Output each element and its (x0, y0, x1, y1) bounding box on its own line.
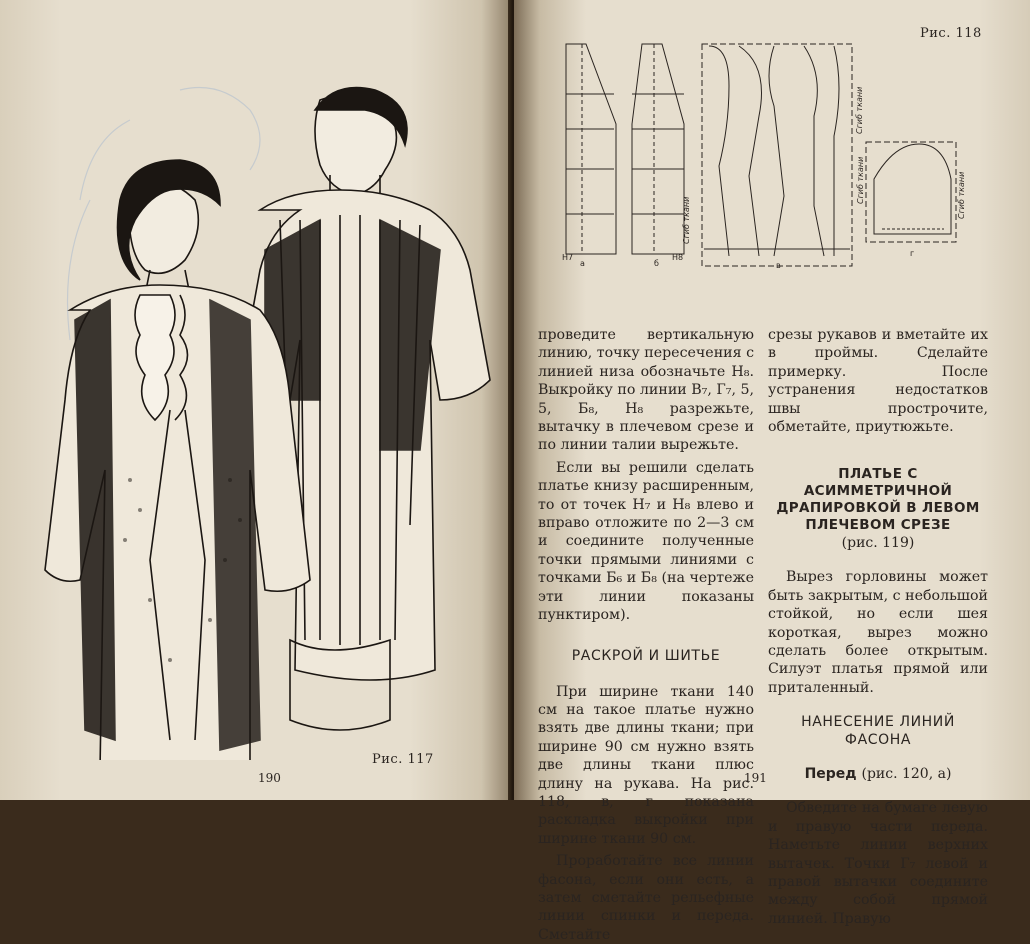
subheading-bold: Перед (804, 766, 857, 783)
paragraph: При ширине ткани 140 см на такое платье нужно взять две длины ткани; при ширине 90 см нужно взять две длины ткани плюс длину на рукава. На рис. 118, в, г показана раскладка выкройки при ширине ткани 90 см. (538, 683, 754, 847)
label-g: г (910, 249, 915, 258)
label-v: в (776, 261, 781, 270)
section-heading: НАНЕСЕНИЕ ЛИНИЙ ФАСОНА (801, 714, 955, 749)
fashion-illustration (30, 80, 500, 760)
paragraph: Обведите на бумаге левую и правую части переда. Наметьте линии верхних вытачек. Точки Г₇ левой и правой вытачки соедините между собой прямой линией. Правую (768, 800, 988, 927)
section-heading: РАСКРОЙ И ШИТЬЕ (571, 647, 721, 664)
subheading-ref: (рис. 120, а) (861, 766, 952, 783)
text-column-1 (538, 326, 754, 944)
figure-117-caption: Рис. 117 (372, 752, 434, 767)
pattern-diagram (554, 34, 974, 270)
page-number-right: 191 (744, 771, 767, 785)
label-a: а (580, 259, 585, 268)
paragraph: Проработайте все линии фасона, если они есть, а затем сметайте рельефные линии спинки и переда. Сметайте (538, 853, 754, 943)
article-title: ПЛАТЬЕ С АСИММЕТРИЧНОЙ ДРАПИРОВКОЙ В ЛЕВОМ ПЛЕЧЕВОМ СРЕЗЕ (776, 466, 980, 534)
right-page (514, 0, 1030, 943)
subheading (768, 765, 988, 783)
fold-label-3: Сгиб ткани (957, 171, 966, 219)
label-H7: Н7 (562, 253, 574, 262)
paragraph: проведите вертикальную линию, точку пересечения с линией низа обозначьте Н₈. Выкройку по линии В₇, Г₇, 5, 5, Б₈, Н₈ разрежьте, вытачку в плечевом срезе и по линии талии вырежьте. (538, 327, 755, 454)
fold-label-1: Сгиб ткани (682, 196, 691, 244)
text-column-2 (768, 326, 988, 928)
paragraph: Если вы решили сделать платье книзу расширенным, то от точек Н₇ и Н₈ влево и вправо отложите по 2—3 см и соедините полученные точки прямыми линиями с точками Б₆ и Б₈ (на чертеже эти линии показаны пунктиром). (538, 459, 754, 624)
label-b: б (654, 259, 659, 268)
paragraph: Вырез горловины может быть закрытым, с небольшой стойкой, но если шея короткая, вырез можно сделать более открытым. Силуэт платья прямой или приталенный. (768, 569, 988, 696)
left-page (0, 0, 512, 800)
label-H8: Н8 (672, 253, 684, 262)
figure-118-caption: Рис. 118 (920, 26, 982, 41)
paragraph: срезы рукавов и вметайте их в проймы. Сделайте примерку. После устранения недостатков швы прострочите, обметайте, приутюжьте. (768, 327, 988, 436)
article-title-ref: (рис. 119) (841, 535, 915, 552)
page-number-left: 190 (258, 771, 281, 785)
fold-label-4: Сгиб ткани (856, 156, 865, 204)
fold-label-2: Сгиб ткани (855, 86, 864, 134)
